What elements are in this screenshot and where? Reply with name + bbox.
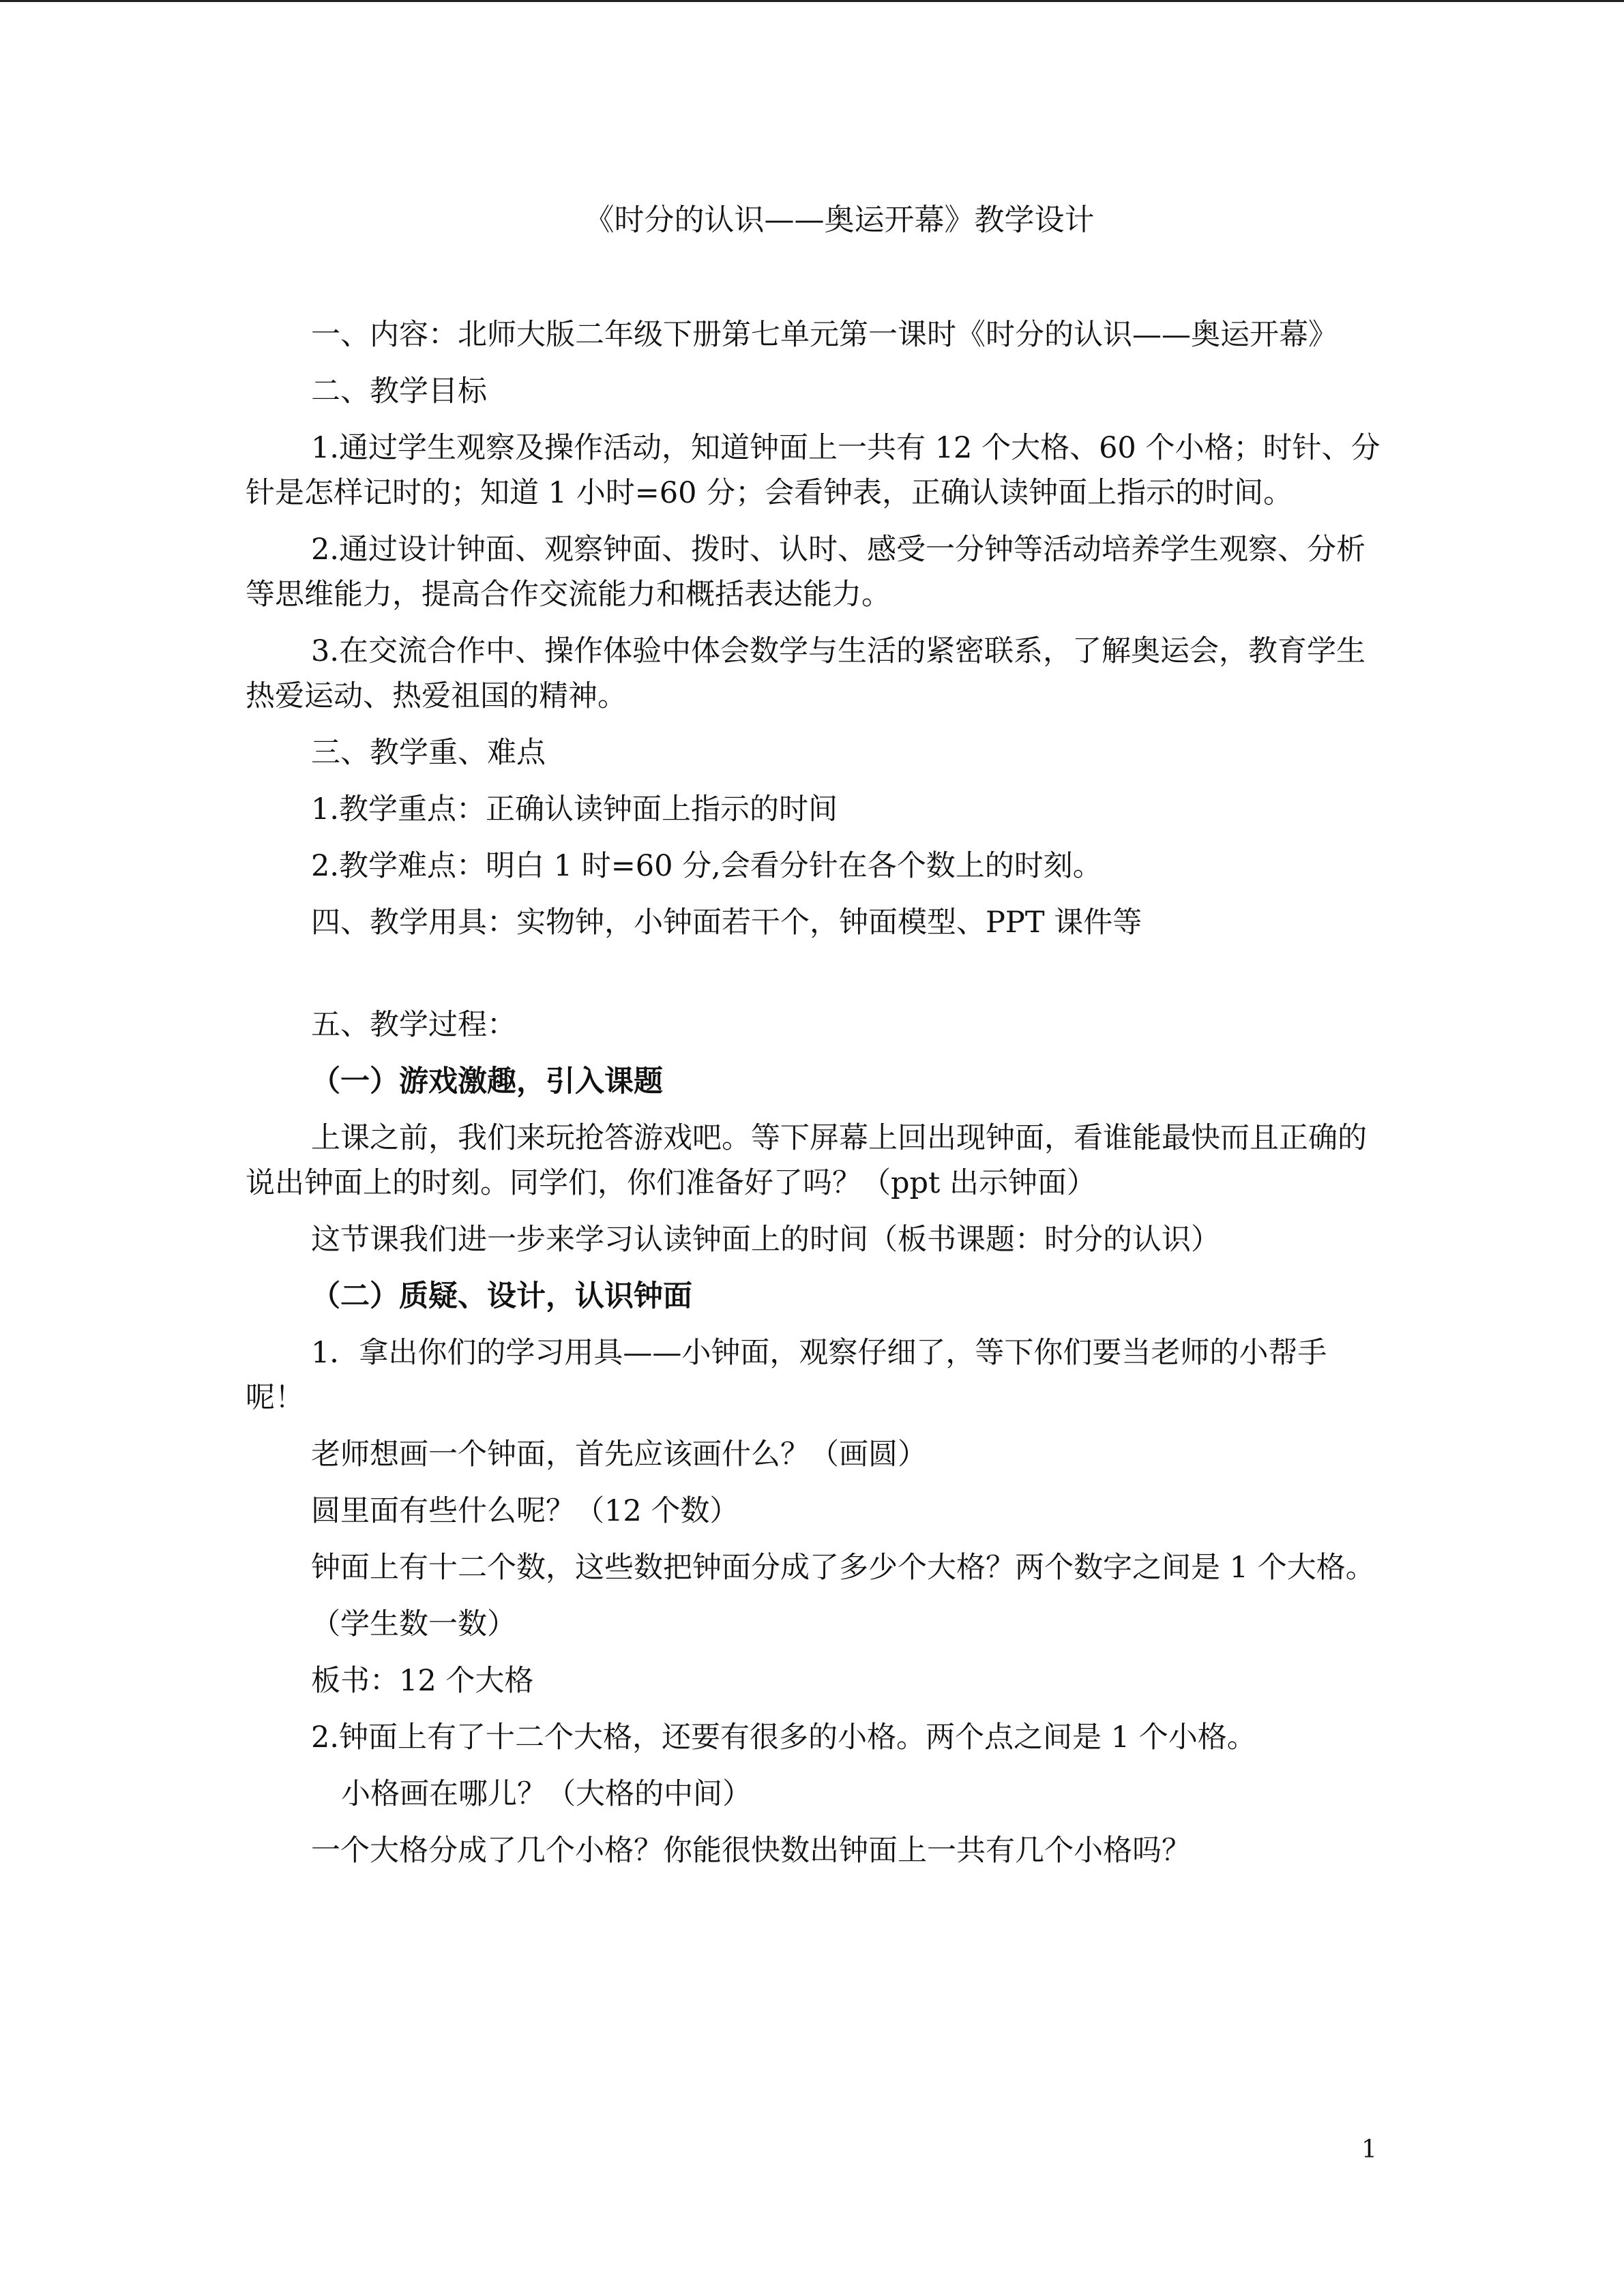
section-heading-objectives: 二、教学目标 [311,374,487,408]
body-paragraph: 钟面上有十二个数，这些数把钟面分成了多少个大格？两个数字之间是 1 个大格。 [311,1551,1375,1585]
page-number: 1 [1361,2136,1377,2164]
body-paragraph: 老师想画一个钟面，首先应该画什么？（画圆） [311,1437,927,1472]
body-paragraph: 圆里面有些什么呢？（12 个数） [311,1494,739,1528]
body-paragraph: 上课之前，我们来玩抢答游戏吧。等下屏幕上回出现钟面，看谁能最快而且正确的说出钟面上的时刻。同学们，你们准备好了吗？（ppt 出示钟面） [246,1121,1367,1200]
objective-item: 1.通过学生观察及操作活动，知道钟面上一共有 12 个大格、60 个小格；时针、分针是怎样记时的；知道 1 小时=60 分；会看钟表，正确认读钟面上指示的时间。 [246,431,1381,510]
body-paragraph: 板书：12 个大格 [311,1664,534,1698]
document-body [246,312,1385,1885]
objective-item: 3.在交流合作中、操作体验中体会数学与生活的紧密联系，了解奥运会，教育学生热爱运动、热爱祖国的精神。 [246,634,1366,713]
key-point-item: 2.教学难点：明白 1 时=60 分,会看分针在各个数上的时刻。 [311,849,1102,883]
objective-item: 2.通过设计钟面、观察钟面、拨时、认时、感受一分钟等活动培养学生观察、分析等思维能力，提高合作交流能力和概括表达能力。 [246,533,1366,612]
body-paragraph: 2.钟面上有了十二个大格，还要有很多的小格。两个点之间是 1 个小格。 [311,1720,1256,1755]
section-heading-key-points: 三、教学重、难点 [311,736,546,770]
subsection-heading: （一）游戏激趣，引入课题 [311,1064,663,1099]
body-paragraph: 1．拿出你们的学习用具——小钟面，观察仔细了，等下你们要当老师的小帮手呢！ [246,1336,1327,1415]
section-heading-process: 五、教学过程： [311,1008,516,1042]
body-paragraph: 这节课我们进一步来学习认读钟面上的时间（板书课题：时分的认识） [311,1223,1220,1257]
body-paragraph: 一个大格分成了几个小格？你能很快数出钟面上一共有几个小格吗？ [311,1834,1191,1868]
section-content: 一、内容：北师大版二年级下册第七单元第一课时《时分的认识——奥运开幕》 [311,318,1338,352]
key-point-item: 1.教学重点：正确认读钟面上指示的时间 [311,792,838,826]
section-teaching-tools: 四、教学用具：实物钟，小钟面若干个，钟面模型、PPT 课件等 [311,906,1142,940]
body-paragraph: （学生数一数） [311,1607,516,1641]
document-title: 《时分的认识——奥运开幕》教学设计 [584,203,1095,237]
body-paragraph: 小格画在哪儿？（大格的中间） [341,1777,752,1811]
subsection-heading: （二）质疑、设计，认识钟面 [311,1279,692,1313]
